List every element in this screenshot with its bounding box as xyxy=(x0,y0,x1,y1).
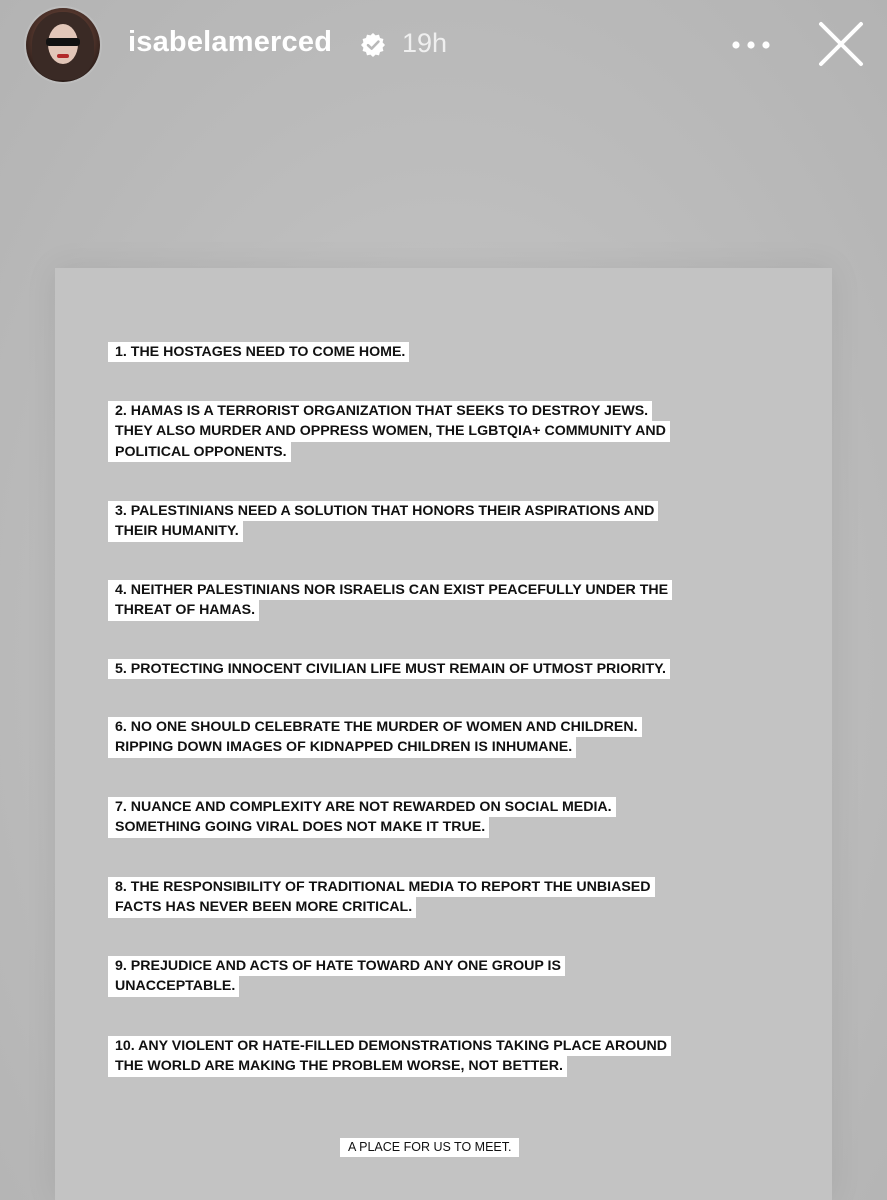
statement-line: 1. THE HOSTAGES NEED TO COME HOME. xyxy=(108,342,409,362)
statement-line: THEIR HUMANITY. xyxy=(108,521,243,541)
close-icon[interactable] xyxy=(817,20,865,68)
statement-line: 7. NUANCE AND COMPLEXITY ARE NOT REWARDED ON SOCIAL MEDIA. xyxy=(108,797,616,817)
statement-line: 9. PREJUDICE AND ACTS OF HATE TOWARD ANY ONE GROUP IS xyxy=(108,956,565,976)
verified-badge-icon xyxy=(360,32,386,58)
statement-item xyxy=(108,401,788,462)
statement-line: RIPPING DOWN IMAGES OF KIDNAPPED CHILDREN IS INHUMANE. xyxy=(108,737,576,757)
story-header xyxy=(0,0,887,90)
tagline: A PLACE FOR US TO MEET. xyxy=(340,1138,519,1157)
statement-line: UNACCEPTABLE. xyxy=(108,976,239,996)
statement-line: THREAT OF HAMAS. xyxy=(108,600,259,620)
statement-item xyxy=(108,342,788,362)
statement-line: POLITICAL OPPONENTS. xyxy=(108,442,291,462)
statement-line: THE WORLD ARE MAKING THE PROBLEM WORSE, NOT BETTER. xyxy=(108,1056,567,1076)
statement-line: 2. HAMAS IS A TERRORIST ORGANIZATION THAT SEEKS TO DESTROY JEWS. xyxy=(108,401,652,421)
statement-line: SOMETHING GOING VIRAL DOES NOT MAKE IT TRUE. xyxy=(108,817,489,837)
statement-item xyxy=(108,797,788,838)
statement-item xyxy=(108,659,788,679)
avatar-lips xyxy=(57,54,69,58)
statement-line: FACTS HAS NEVER BEEN MORE CRITICAL. xyxy=(108,897,416,917)
statement-line: 8. THE RESPONSIBILITY OF TRADITIONAL MEDIA TO REPORT THE UNBIASED xyxy=(108,877,655,897)
statement-line: 3. PALESTINIANS NEED A SOLUTION THAT HONORS THEIR ASPIRATIONS AND xyxy=(108,501,658,521)
more-horizontal-icon[interactable] xyxy=(730,38,772,52)
post-time: 19h xyxy=(402,28,448,58)
statement-line: 10. ANY VIOLENT OR HATE-FILLED DEMONSTRATIONS TAKING PLACE AROUND xyxy=(108,1036,671,1056)
statement-line: 4. NEITHER PALESTINIANS NOR ISRAELIS CAN EXIST PEACEFULLY UNDER THE xyxy=(108,580,672,600)
statement-item xyxy=(108,580,788,621)
statement-line: 5. PROTECTING INNOCENT CIVILIAN LIFE MUST REMAIN OF UTMOST PRIORITY. xyxy=(108,659,670,679)
username[interactable]: isabelamerced xyxy=(128,26,333,58)
statement-line: THEY ALSO MURDER AND OPPRESS WOMEN, THE LGBTQIA+ COMMUNITY AND xyxy=(108,421,670,441)
avatar[interactable] xyxy=(26,8,100,82)
statement-item xyxy=(108,956,788,997)
statement-line: 6. NO ONE SHOULD CELEBRATE THE MURDER OF WOMEN AND CHILDREN. xyxy=(108,717,642,737)
statement-item xyxy=(108,1036,788,1077)
statement-item xyxy=(108,501,788,542)
avatar-sunglasses xyxy=(46,38,80,46)
statement-item xyxy=(108,877,788,918)
statement-item xyxy=(108,717,788,758)
